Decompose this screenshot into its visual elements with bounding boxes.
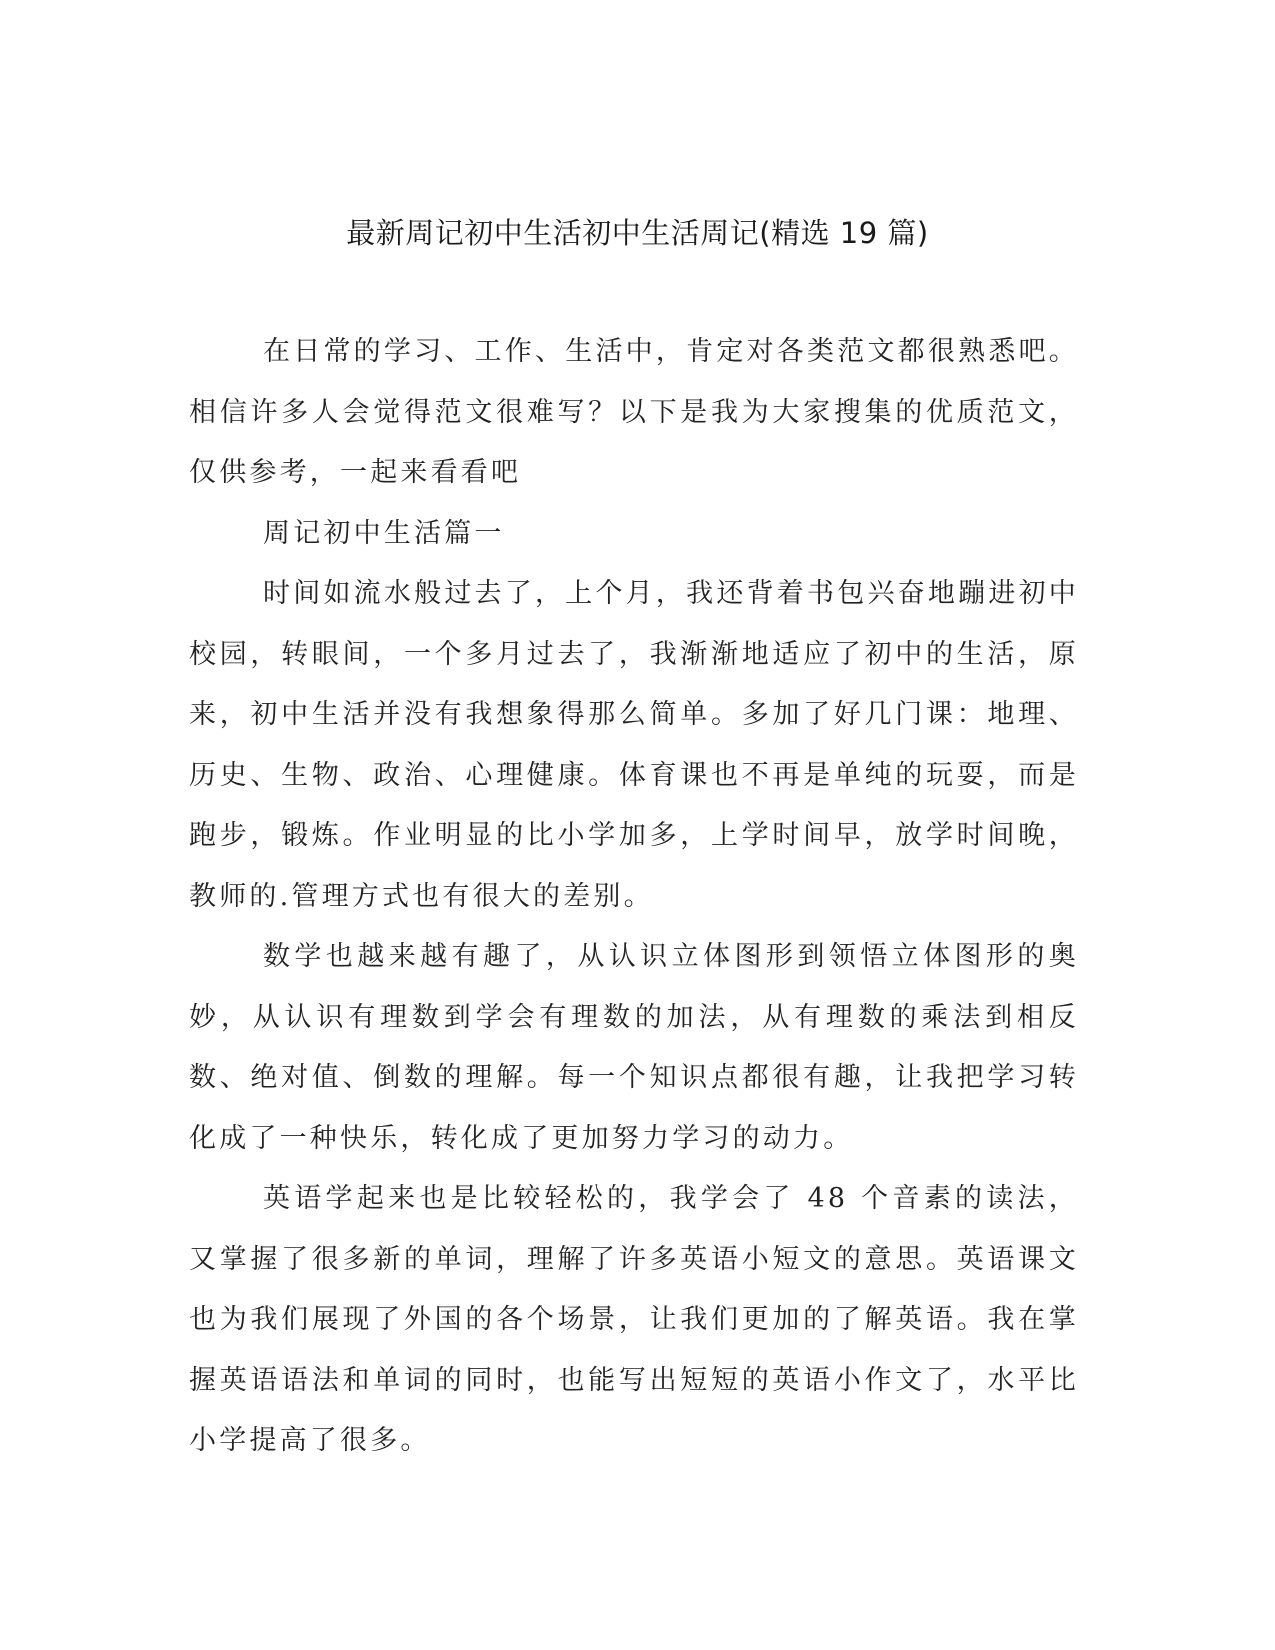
body-paragraph: 数学也越来越有趣了，从认识立体图形到领悟立体图形的奥妙，从认识有理数到学会有理数的加法，从有理数的乘法到相反数、绝对值、倒数的理解。每一个知识点都很有趣，让我把学习转化成了一种快乐，转化成了更加努力学习的动力。	[189, 941, 1079, 1154]
body-paragraph: 英语学起来也是比较轻松的，我学会了 48 个音素的读法，又掌握了很多新的单词，理解了许多英语小短文的意思。英语课文也为我们展现了外国的各个场景，让我们更加的了解英语。我在掌握英语语法和单词的同时，也能写出短短的英语小作文了，水平比小学提高了很多。	[189, 1183, 1079, 1456]
section-heading: 周记初中生活篇一	[263, 517, 505, 549]
body-paragraph: 时间如流水般过去了，上个月，我还背着书包兴奋地蹦进初中校园，转眼间，一个多月过去了，我渐渐地适应了初中的生活，原来，初中生活并没有我想象得那么简单。多加了好几门课：地理、历史、生物、政治、心理健康。体育课也不再是单纯的玩耍，而是跑步，锻炼。作业明显的比小学加多，上学时间早，放学时间晚，教师的.管理方式也有很大的差别。	[189, 578, 1079, 912]
intro-paragraph: 在日常的学习、工作、生活中，肯定对各类范文都很熟悉吧。相信许多人会觉得范文很难写？以下是我为大家搜集的优质范文，仅供参考，一起来看看吧	[189, 336, 1079, 488]
document-title: 最新周记初中生活初中生活周记(精选 19 篇)	[346, 216, 929, 250]
document-body	[189, 322, 1079, 1472]
